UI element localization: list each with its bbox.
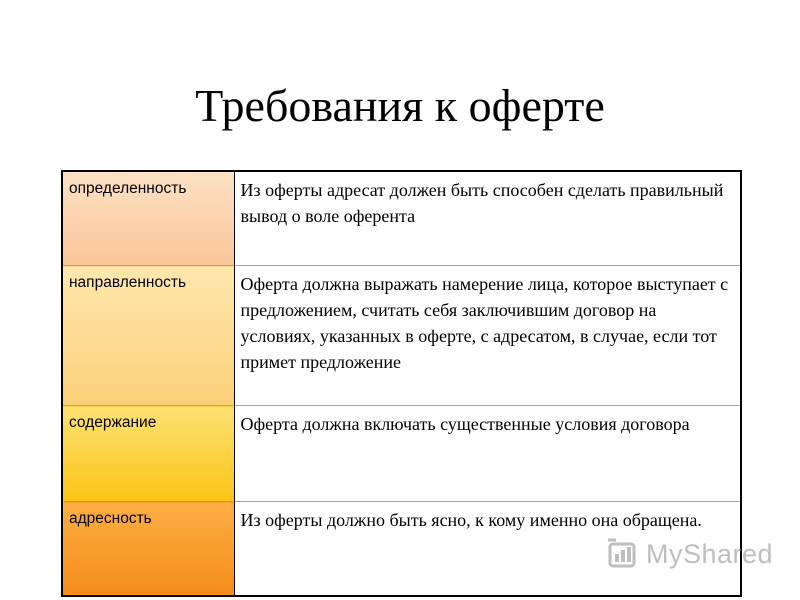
requirement-label: содержание <box>62 406 234 502</box>
requirement-description: Из оферты адресат должен быть способен сделать правильный вывод о воле оферента <box>240 180 724 226</box>
slide-title: Требования к оферте <box>195 80 605 131</box>
watermark-text: MyShared <box>646 538 774 569</box>
requirement-label: определенность <box>62 171 234 266</box>
requirements-table <box>61 170 742 597</box>
table-row <box>62 266 741 406</box>
table-row <box>62 406 741 502</box>
myshared-logo-icon <box>606 536 642 572</box>
requirement-description: Оферта должна выражать намерение лица, которое выступает с предложением, считать себя заключившим договор на условиях, указанных в оферте, с адресатом, в случае, если тот примет предложение <box>234 266 741 406</box>
watermark[interactable] <box>606 534 773 574</box>
requirement-label: направленность <box>62 266 234 406</box>
requirement-label: адресность <box>62 502 234 597</box>
requirement-description: Оферта должна включать существенные условия договора <box>234 406 741 502</box>
requirement-description: Из оферты должно быть ясно, к кому именно она обращена. <box>234 502 741 597</box>
table-row <box>62 171 741 266</box>
